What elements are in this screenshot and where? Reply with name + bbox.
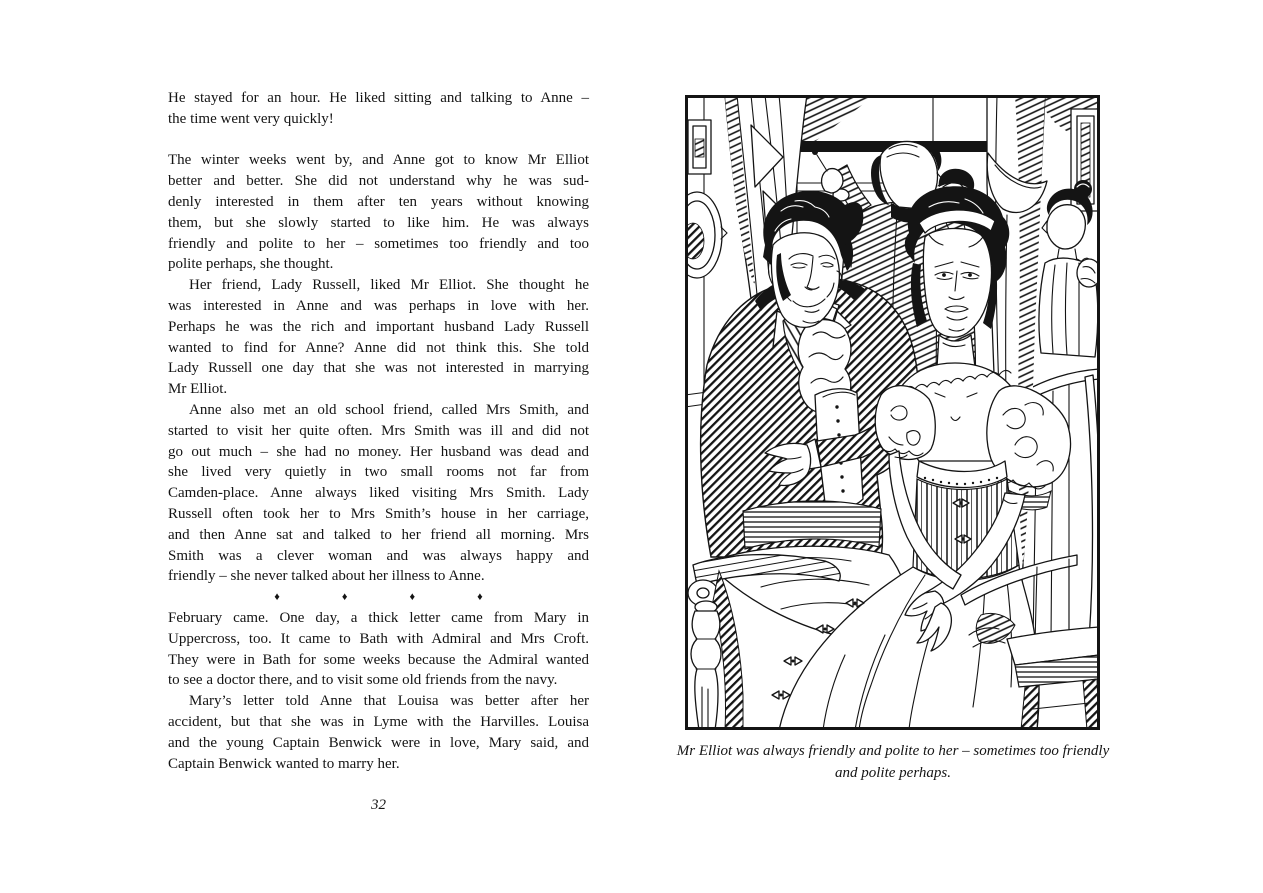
caption-line: Mr Elliot was always friendly and polite to her – sometimes too friendly (676, 743, 1110, 759)
text-line: They were in Bath for some weeks because the Admiral wanted (168, 651, 589, 668)
paragraph (168, 691, 589, 774)
text-line: Anne also met an old school friend, called Mrs Smith, and (189, 401, 589, 418)
background-woman-figure (1039, 180, 1100, 357)
text-line: started to visit her quite often. Mrs Smith was ill and did not (168, 422, 589, 439)
paragraph (168, 88, 589, 130)
text-line: Her friend, Lady Russell, liked Mr Elliot. She thought he (189, 277, 589, 294)
text-line: wanted to find for Anne? Anne did not think this. She told (168, 339, 589, 356)
diamond-glyph: ♦ (341, 591, 348, 604)
text-line: friendly and polite to her – sometimes too friendly and too (168, 235, 589, 252)
body-text (168, 88, 589, 774)
text-line: friendly – she never talked about her illness to Anne. (168, 568, 485, 585)
text-line: the time went very quickly! (168, 110, 334, 127)
text-line: denly interested in them after ten years without knowing (168, 193, 589, 210)
text-line: and the young Captain Benwick were in love, Mary said, and (168, 734, 589, 751)
section-separator (168, 587, 589, 608)
text-line: polite perhaps, she thought. (168, 256, 334, 273)
paragraph (168, 275, 589, 400)
text-line: Smith was a clever woman and was always happy and (168, 547, 589, 564)
paragraph (168, 400, 589, 587)
diamond-glyph: ♦ (274, 591, 280, 604)
paragraph (168, 150, 589, 275)
text-line: accident, but that she was in Lyme with the Harvilles. Louisa (168, 713, 589, 730)
text-line: Uppercross, too. It came to Bath with Admiral and Mrs Croft. (168, 630, 589, 647)
illustration-caption (663, 741, 1123, 784)
page-number: 32 (371, 797, 386, 813)
text-line: Russell often took her to Mrs Smith’s house in her carriage, (168, 505, 589, 522)
text-line: The winter weeks went by, and Anne got to know Mr Elliot (168, 152, 589, 169)
text-line: He stayed for an hour. He liked sitting and talking to Anne – (168, 90, 589, 106)
text-line: Lady Russell one day that she was not interested in marrying (168, 360, 589, 377)
diamond-glyph: ♦ (409, 591, 416, 604)
wall-picture-frame (688, 120, 711, 174)
text-line: Mary’s letter told Anne that Louisa was better after her (189, 693, 589, 710)
text-line: February came. One day, a thick letter came from Mary in (168, 609, 589, 626)
text-line: to see a doctor there, and to visit some old friends from the navy. (168, 672, 558, 689)
text-line: Camden-place. Anne always liked visiting Mrs Smith. Lady (168, 485, 589, 502)
text-line: go out much – she had no money. Her husband was dead and (168, 443, 589, 460)
text-line: better and better. She did not understand why he was sud- (168, 173, 589, 190)
text-line: was interested in Anne and was perhaps in love with her. (168, 297, 589, 314)
illustration-drawing (685, 95, 1100, 730)
caption-line: and polite perhaps. (835, 764, 951, 781)
text-line: Perhaps he was the rich and important husband Lady Russell (168, 318, 589, 335)
illustration-plate (685, 95, 1100, 730)
text-line: them, but she slowly started to like him. He was always (168, 214, 589, 231)
text-line: Captain Benwick wanted to marry her. (168, 755, 400, 772)
text-line: she lived very quietly in two small rooms not far from (168, 464, 589, 481)
puff-sleeve-left (875, 386, 935, 460)
paragraph (168, 608, 589, 691)
text-line: and then Anne sat and talked to her friend all morning. Mrs (168, 526, 589, 543)
text-line: Mr Elliot. (168, 381, 228, 398)
diamond-glyph: ♦ (477, 591, 483, 604)
